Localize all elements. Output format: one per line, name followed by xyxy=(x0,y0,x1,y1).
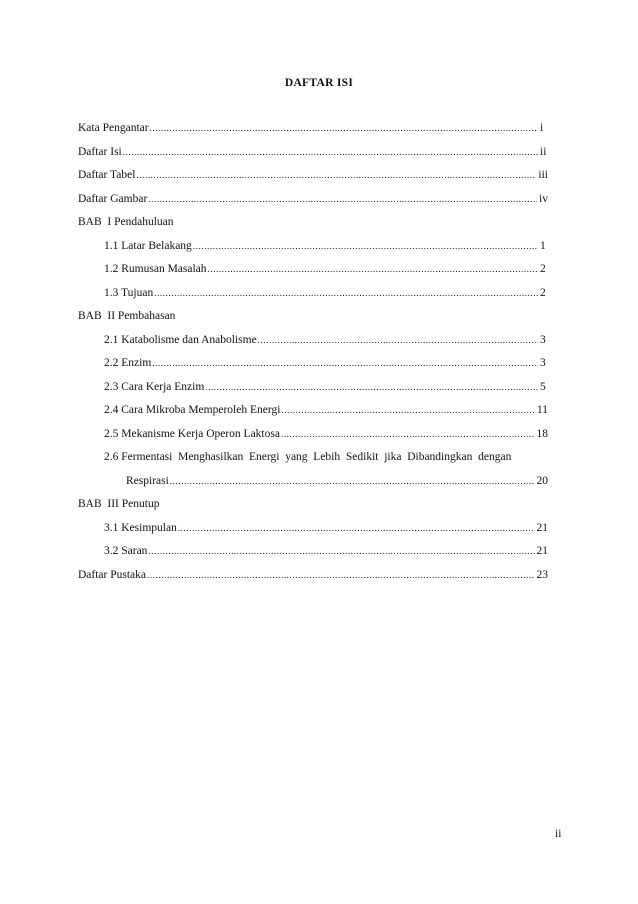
toc-heading-label: 2.6 Fermentasi Menghasilkan Energi yang Lebih Sedikit jika Dibandingkan dengan xyxy=(104,451,512,463)
toc-entry xyxy=(78,121,548,145)
toc-entry-page: 21 xyxy=(536,521,548,534)
toc-entry-label: 2.5 Mekanisme Kerja Operon Laktosa xyxy=(104,427,280,440)
toc-entry xyxy=(78,497,548,521)
toc-entry xyxy=(78,450,548,474)
toc-entry-page: iv xyxy=(539,192,548,205)
toc-entry-label: 2.1 Katabolisme dan Anabolisme xyxy=(104,333,257,346)
toc-entry-label: 1.1 Latar Belakang xyxy=(104,239,192,252)
leader-dots xyxy=(147,568,534,582)
toc-entry xyxy=(78,215,548,239)
toc-entry xyxy=(78,544,548,568)
toc-entry xyxy=(78,168,548,192)
toc-heading-label: BAB II Pembahasan xyxy=(78,310,176,322)
leader-dots xyxy=(281,403,535,417)
toc-entry xyxy=(78,262,548,286)
toc-entry-label: Kata Pengantar xyxy=(78,122,149,134)
leader-dots xyxy=(193,239,538,253)
leader-dots xyxy=(148,544,534,558)
leader-dots xyxy=(154,286,538,300)
toc-entry xyxy=(78,474,548,498)
toc-entry xyxy=(78,239,548,263)
toc-entry-page: 5 xyxy=(540,380,546,393)
toc-entry xyxy=(78,192,548,216)
toc-entry-page: 18 xyxy=(536,427,548,440)
toc-heading-label: BAB I Pendahuluan xyxy=(78,216,174,228)
leader-dots xyxy=(136,168,536,182)
page-number: ii xyxy=(555,828,562,840)
toc-entry-page: 2 xyxy=(540,286,546,299)
page-title: DAFTAR ISI xyxy=(284,77,354,89)
toc-entry-page: iii xyxy=(538,169,548,181)
toc-entry-page: 11 xyxy=(536,404,548,416)
leader-dots xyxy=(208,262,538,276)
table-of-contents xyxy=(78,121,548,591)
toc-entry xyxy=(78,309,548,333)
toc-entry-label: 2.3 Cara Kerja Enzim xyxy=(104,380,205,393)
toc-entry-label: Daftar Gambar xyxy=(78,192,148,205)
toc-entry-page: ii xyxy=(540,145,547,158)
leader-dots xyxy=(123,145,538,159)
leader-dots xyxy=(148,192,537,206)
leader-dots xyxy=(258,333,538,347)
toc-entry-page: 3 xyxy=(540,357,546,369)
toc-entry-label: Respirasi xyxy=(126,474,169,487)
leader-dots xyxy=(152,356,538,370)
toc-entry-label: Daftar Pustaka xyxy=(78,568,147,581)
leader-dots xyxy=(205,380,538,394)
toc-entry-page: 1 xyxy=(540,239,546,252)
toc-entry-page: 20 xyxy=(536,474,548,487)
leader-dots xyxy=(170,474,535,488)
toc-entry xyxy=(78,521,548,545)
leader-dots xyxy=(178,521,535,535)
toc-entry xyxy=(78,333,548,357)
toc-entry xyxy=(78,403,548,427)
toc-heading-label: BAB III Penutup xyxy=(78,498,160,510)
toc-entry-label: 3.2 Saran xyxy=(104,545,148,557)
toc-entry-label: Daftar Isi xyxy=(78,145,122,158)
toc-entry-page: 3 xyxy=(540,333,546,346)
toc-entry-label: 3.1 Kesimpulan xyxy=(104,521,177,534)
toc-entry-label: 2.2 Enzim xyxy=(104,357,152,369)
toc-entry xyxy=(78,568,548,592)
toc-entry xyxy=(78,380,548,404)
toc-entry-page: 23 xyxy=(536,568,548,581)
toc-entry xyxy=(78,427,548,451)
toc-entry xyxy=(78,286,548,310)
leader-dots xyxy=(150,121,538,135)
toc-entry xyxy=(78,145,548,169)
toc-entry-label: 1.3 Tujuan xyxy=(104,286,154,299)
toc-entry-label: 2.4 Cara Mikroba Memperoleh Energi xyxy=(104,404,281,416)
toc-entry-page: i xyxy=(540,122,544,134)
leader-dots xyxy=(281,427,535,441)
toc-entry-page: 21 xyxy=(536,545,548,557)
toc-entry xyxy=(78,356,548,380)
toc-entry-label: Daftar Tabel xyxy=(78,169,136,181)
toc-entry-label: 1.2 Rumusan Masalah xyxy=(104,263,207,275)
toc-entry-page: 2 xyxy=(540,263,546,275)
